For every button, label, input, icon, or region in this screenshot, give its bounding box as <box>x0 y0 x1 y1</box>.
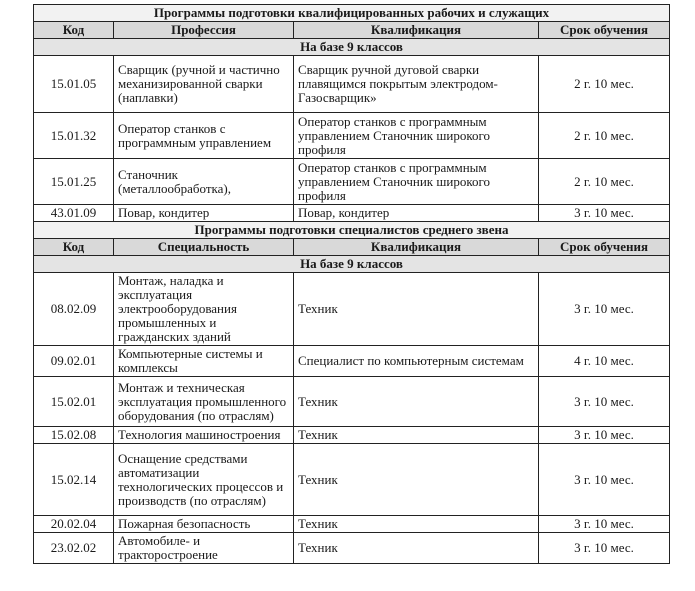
code-cell: 43.01.09 <box>34 205 114 222</box>
duration-cell: 3 г. 10 мес. <box>539 273 670 346</box>
table-row <box>34 113 670 159</box>
table-row <box>34 56 670 113</box>
table-row <box>34 273 670 346</box>
section2-body <box>34 222 670 564</box>
col-header-code: Код <box>34 22 114 39</box>
name-cell: Сварщик (ручной и частично механизированной сварки (наплавки) <box>114 56 294 113</box>
duration-cell: 3 г. 10 мес. <box>539 427 670 444</box>
col-header-duration: Срок обучения <box>539 22 670 39</box>
col-header-code: Код <box>34 239 114 256</box>
section1-body <box>34 5 670 222</box>
table-row <box>34 346 670 377</box>
table-row <box>34 205 670 222</box>
code-cell: 08.02.09 <box>34 273 114 346</box>
table-row <box>34 427 670 444</box>
section1-header-row <box>34 22 670 39</box>
col-header-qualification: Квалификация <box>294 22 539 39</box>
name-cell: Технология машиностроения <box>114 427 294 444</box>
name-cell: Оператор станков с программным управлением <box>114 113 294 159</box>
code-cell: 20.02.04 <box>34 516 114 533</box>
programs-document <box>33 4 669 564</box>
section1-base-row <box>34 39 670 56</box>
name-cell: Монтаж и техническая эксплуатация промышленного оборудования (по отраслям) <box>114 377 294 427</box>
qualification-cell: Специалист по компьютерным системам <box>294 346 539 377</box>
qualification-cell: Техник <box>294 533 539 564</box>
table-row <box>34 444 670 516</box>
duration-cell: 3 г. 10 мес. <box>539 533 670 564</box>
qualification-cell: Сварщик ручной дуговой сварки плавящимся покрытым электродом-Газосварщик» <box>294 56 539 113</box>
qualification-cell: Техник <box>294 516 539 533</box>
qualification-cell: Техник <box>294 273 539 346</box>
duration-cell: 3 г. 10 мес. <box>539 516 670 533</box>
col-header-specialty: Специальность <box>114 239 294 256</box>
col-header-profession: Профессия <box>114 22 294 39</box>
section2-header-row <box>34 239 670 256</box>
code-cell: 15.02.01 <box>34 377 114 427</box>
section2-title: Программы подготовки специалистов среднего звена <box>34 222 670 239</box>
code-cell: 09.02.01 <box>34 346 114 377</box>
duration-cell: 3 г. 10 мес. <box>539 205 670 222</box>
section2-base-label: На базе 9 классов <box>34 256 670 273</box>
name-cell: Пожарная безопасность <box>114 516 294 533</box>
col-header-qualification: Квалификация <box>294 239 539 256</box>
qualification-cell: Техник <box>294 377 539 427</box>
table-row <box>34 516 670 533</box>
code-cell: 23.02.02 <box>34 533 114 564</box>
code-cell: 15.02.14 <box>34 444 114 516</box>
table-row <box>34 159 670 205</box>
programs-table <box>33 4 670 564</box>
section1-title-row <box>34 5 670 22</box>
duration-cell: 2 г. 10 мес. <box>539 159 670 205</box>
section2-base-row <box>34 256 670 273</box>
section2-title-row <box>34 222 670 239</box>
name-cell: Автомобиле- и тракторостроение <box>114 533 294 564</box>
duration-cell: 3 г. 10 мес. <box>539 444 670 516</box>
code-cell: 15.02.08 <box>34 427 114 444</box>
qualification-cell: Техник <box>294 427 539 444</box>
qualification-cell: Оператор станков с программным управлением Станочник широкого профиля <box>294 113 539 159</box>
name-cell: Оснащение средствами автоматизации технологических процессов и производств (по отраслям) <box>114 444 294 516</box>
code-cell: 15.01.25 <box>34 159 114 205</box>
table-row <box>34 533 670 564</box>
section1-base-label: На базе 9 классов <box>34 39 670 56</box>
col-header-duration: Срок обучения <box>539 239 670 256</box>
name-cell: Компьютерные системы и комплексы <box>114 346 294 377</box>
duration-cell: 3 г. 10 мес. <box>539 377 670 427</box>
duration-cell: 2 г. 10 мес. <box>539 113 670 159</box>
section1-title: Программы подготовки квалифицированных рабочих и служащих <box>34 5 670 22</box>
name-cell: Станочник (металлообработка), <box>114 159 294 205</box>
name-cell: Монтаж, наладка и эксплуатация электрооборудования промышленных и гражданских зданий <box>114 273 294 346</box>
duration-cell: 4 г. 10 мес. <box>539 346 670 377</box>
qualification-cell: Техник <box>294 444 539 516</box>
qualification-cell: Оператор станков с программным управлением Станочник широкого профиля <box>294 159 539 205</box>
table-row <box>34 377 670 427</box>
name-cell: Повар, кондитер <box>114 205 294 222</box>
qualification-cell: Повар, кондитер <box>294 205 539 222</box>
code-cell: 15.01.32 <box>34 113 114 159</box>
duration-cell: 2 г. 10 мес. <box>539 56 670 113</box>
code-cell: 15.01.05 <box>34 56 114 113</box>
